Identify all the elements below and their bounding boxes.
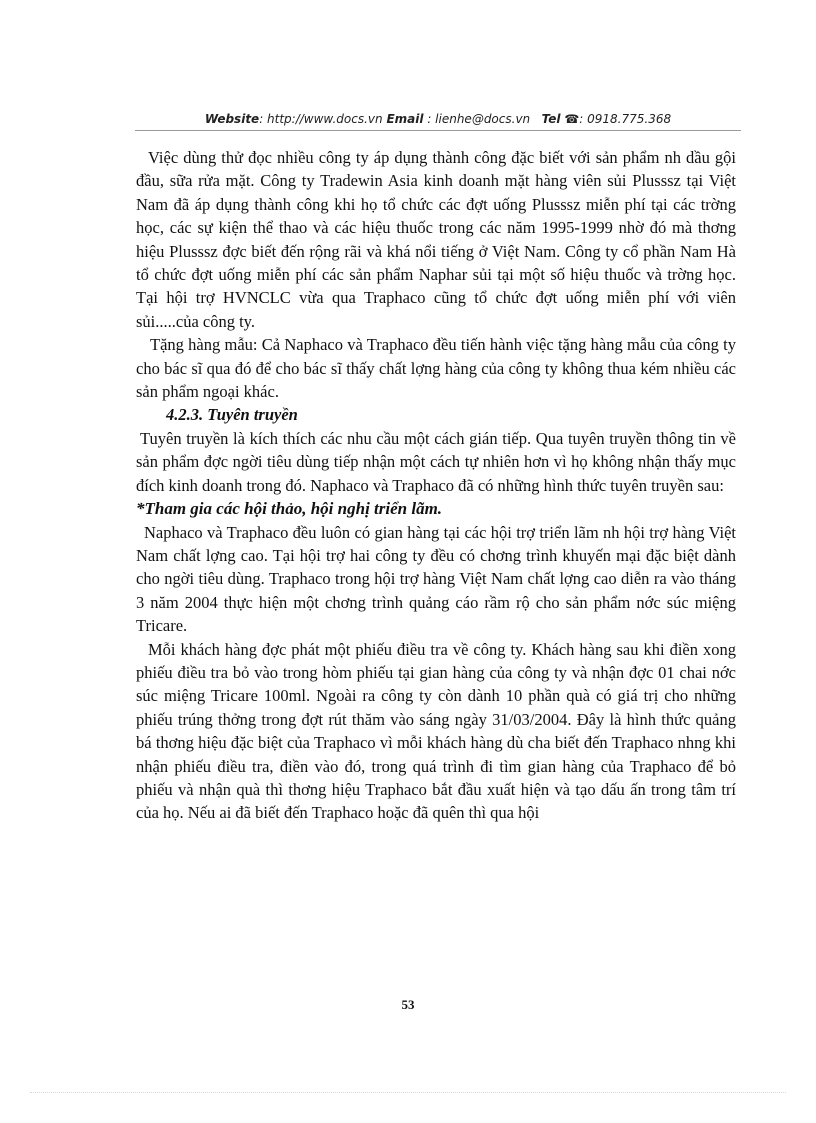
section-heading: 4.2.3. Tuyên truyền — [166, 405, 298, 425]
email-label: Email — [386, 112, 424, 126]
paragraph-free-samples: Tặng hàng mẫu: Cả Naphaco và Traphaco đều tiến hành việc tặng hàng mẫu của công ty cho bác sĩ qua đó để cho bác sĩ thấy chất lợng hàng của công ty không thua kém nhiều các sản phẩm ngoại khác. — [136, 335, 736, 402]
paragraph-sampling: Việc dùng thử đọc nhiều công ty áp dụng thành công đặc biết với sản phẩm nh dầu gội đầu, sữa rửa mặt. Công ty Tradewin Asia kinh doanh mặt hàng viên sủi Plusssz tại Việt Nam đã áp dụng thành công khi họ tổ chức các đợt uống Plusssz miễn phí tại các trờng học, các sự kiện thể thao và các hiệu thuốc trong các năm 1995-1999 nhờ đó mà thơng hiệu Plusssz đợc biết đến rộng rãi và khá nổi tiếng ở Việt Nam. Công ty cổ phần Nam Hà tổ chức đợt uống miễn phí các sản phẩm Naphar sủi tại một số hiệu thuốc và trờng học. Tại hội trợ HVNCLC vừa qua Traphaco cũng tổ chức đợt uống miễn phí với viên sủi.....của công ty. — [136, 148, 736, 331]
website-label: Website — [204, 112, 260, 126]
email-value: : lienhe@docs.vn — [423, 112, 531, 126]
paragraph-survey: Mỗi khách hàng đợc phát một phiếu điều tra về công ty. Khách hàng sau khi điền xong phiếu điều tra bỏ vào trong hòm phiếu tại gian hàng của công ty và nhận đợc 01 chai nớc súc miệng Tricare 100ml. Ngoài ra công ty còn dành 10 phần quà có giá trị cho những phiếu trúng thởng trong đợt rút thăm vào sáng ngày 31/03/2004. Đây là hình thức quảng bá thơng hiệu đặc biệt của Traphaco vì mỗi khách hàng dù cha biết đến Traphaco nhng khi nhận phiếu điều tra, điền vào đó, trong quá trình đi tìm gian hàng của Traphaco để bỏ phiếu và nhận quà thì thơng hiệu Traphaco bắt đầu xuất hiện và tạo dấu ấn trong tâm trí của họ. Nếu ai đã biết đến Traphaco hoặc đã quên thì qua hội — [136, 639, 736, 823]
tel-label: Tel — [541, 112, 561, 126]
page-header — [135, 112, 741, 126]
bold-heading-exhibitions: *Tham gia các hội thảo, hội nghị triển lãm. — [136, 499, 443, 519]
page-number: 53 — [401, 997, 415, 1012]
phone-icon: ☎ — [564, 112, 580, 126]
document-body — [136, 146, 736, 825]
footer-divider — [30, 1092, 786, 1093]
website-value: : http://www.docs.vn — [259, 112, 383, 126]
header-divider — [135, 130, 741, 131]
paragraph-fairs: Naphaco và Traphaco đều luôn có gian hàng tại các hội trợ triển lãm nh hội trợ hàng Việt Nam chất lợng cao. Tại hội trợ hai công ty đều có chơng trình khuyến mại đặc biệt dành cho ngời tiêu dùng. Traphaco trong hội trợ hàng Việt Nam chất lợng cao diễn ra vào tháng 3 năm 2004 thực hiện một chơng trình quảng cáo rầm rộ cho sản phẩm nớc súc miệng Tricare. — [136, 522, 736, 636]
paragraph-publicity: Tuyên truyền là kích thích các nhu cầu một cách gián tiếp. Qua tuyên truyền thông tin về sản phẩm đợc ngời tiêu dùng tiếp nhận một cách tự nhiên hơn vì họ không nhận thấy mục đích kinh doanh trong đó. Naphaco và Traphaco đã có những hình thức tuyên truyền sau: — [136, 428, 736, 495]
tel-value: : 0918.775.368 — [579, 112, 672, 126]
